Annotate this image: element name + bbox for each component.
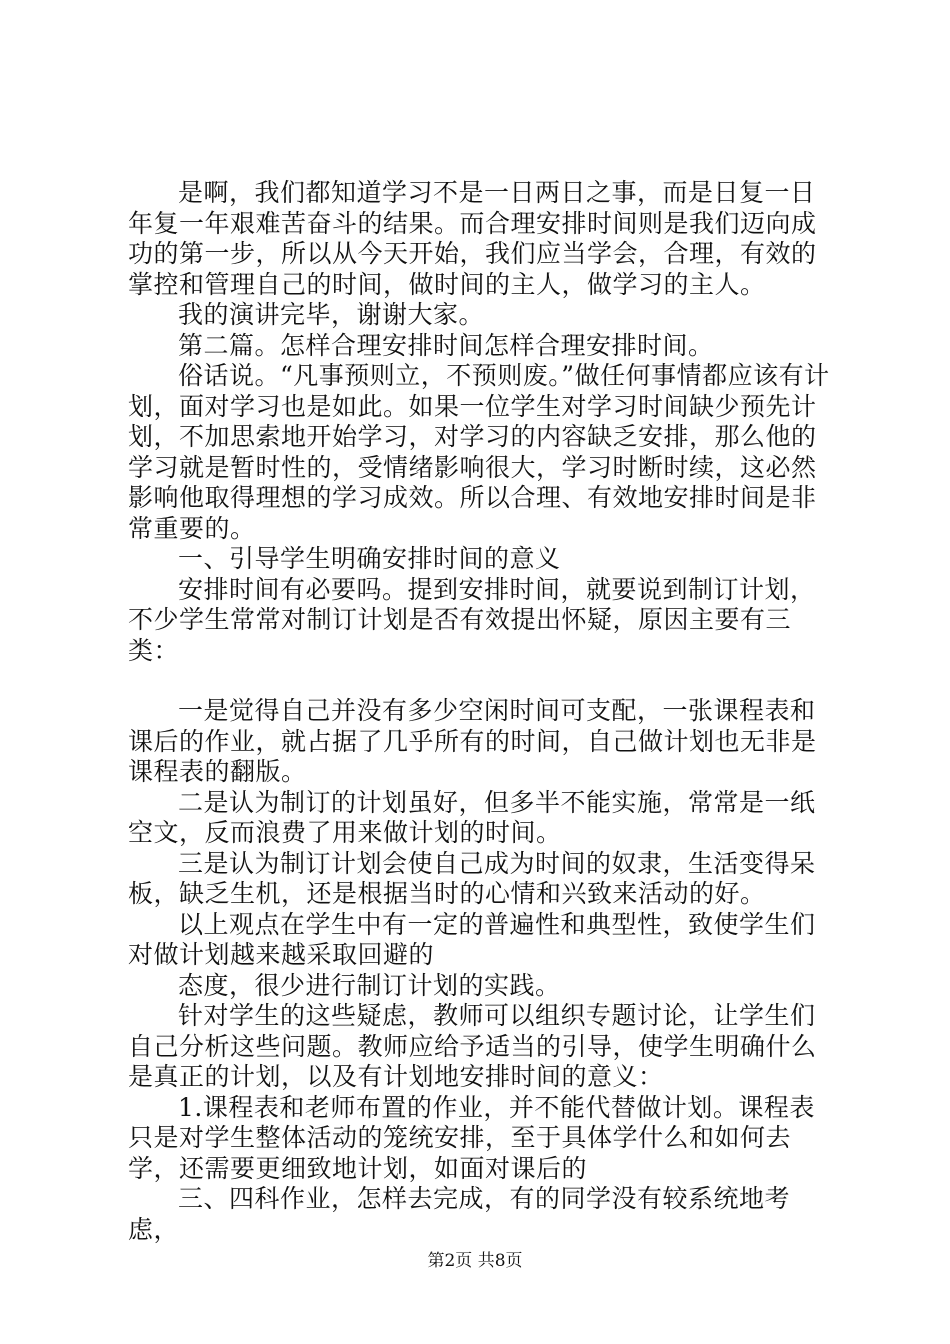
page-footer	[0, 1246, 950, 1271]
paragraph: 三、四科作业，怎样去完成，有的同学没有较系统地考虑，	[128, 1184, 791, 1244]
paragraph: 以上观点在学生中有一定的普遍性和典型性，致使学生们对做计划越来越采取回避的	[128, 909, 816, 969]
paragraph: 三是认为制订计划会使自己成为时间的奴隶，生活变得呆板，缺乏生机，还是根据当时的心情和兴致来活动的好。	[128, 848, 816, 908]
paragraph: 我的演讲完毕，谢谢大家。	[178, 300, 485, 329]
blank-line	[128, 666, 838, 696]
paragraph: 1.课程表和老师布置的作业，并不能代替做计划。课程表只是对学生整体活动的笼统安排，至于具体学什么和如何去学，还需要更细致地计划，如面对课后的	[128, 1092, 815, 1183]
paragraph: 第二篇。怎样合理安排时间怎样合理安排时间。	[178, 330, 714, 360]
paragraph: 态度，很少进行制订计划的实践。	[178, 970, 561, 1000]
section-heading: 一、引导学生明确安排时间的意义	[178, 544, 561, 573]
paragraph: 二是认为制订的计划虽好，但多半不能实施，常常是一纸空文，反而浪费了用来做计划的时间。	[128, 787, 816, 847]
paragraph: 是啊，我们都知道学习不是一日两日之事，而是日复一日年复一年艰难苦奋斗的结果。而合理安排时间则是我们迈向成功的第一步，所以从今天开始，我们应当学会，合理，有效的掌控和管理自己的时间，做时间的主人，做学习的主人。	[128, 178, 817, 299]
paragraph: 安排时间有必要吗。提到安排时间，就要说到制订计划，不少学生常常对制订计划是否有效提出怀疑，原因主要有三类：	[128, 574, 816, 665]
paragraph: 针对学生的这些疑虑，教师可以组织专题讨论，让学生们自己分析这些问题。教师应给予适当的引导，使学生明确什么是真正的计划，以及有计划地安排时间的意义：	[128, 1001, 817, 1091]
document-body	[128, 178, 838, 1245]
paragraph: 一是觉得自己并没有多少空闲时间可支配，一张课程表和课后的作业，就占据了几乎所有的时间，自己做计划也无非是课程表的翻版。	[128, 696, 817, 786]
page-number-label: 第2页 共8页	[427, 1251, 523, 1271]
paragraph: 俗话说。“凡事预则立，不预则废。”做任何事情都应该有计划，面对学习也是如此。如果一位学生对学习时间缺少预先计划，不加思索地开始学习，对学习的内容缺乏安排，那么他的学习就是暂时性的，受情绪影响很大，学习时断时续，这必然影响他取得理想的学习成效。所以合理、有效地安排时间是非常重要的。	[128, 361, 830, 543]
